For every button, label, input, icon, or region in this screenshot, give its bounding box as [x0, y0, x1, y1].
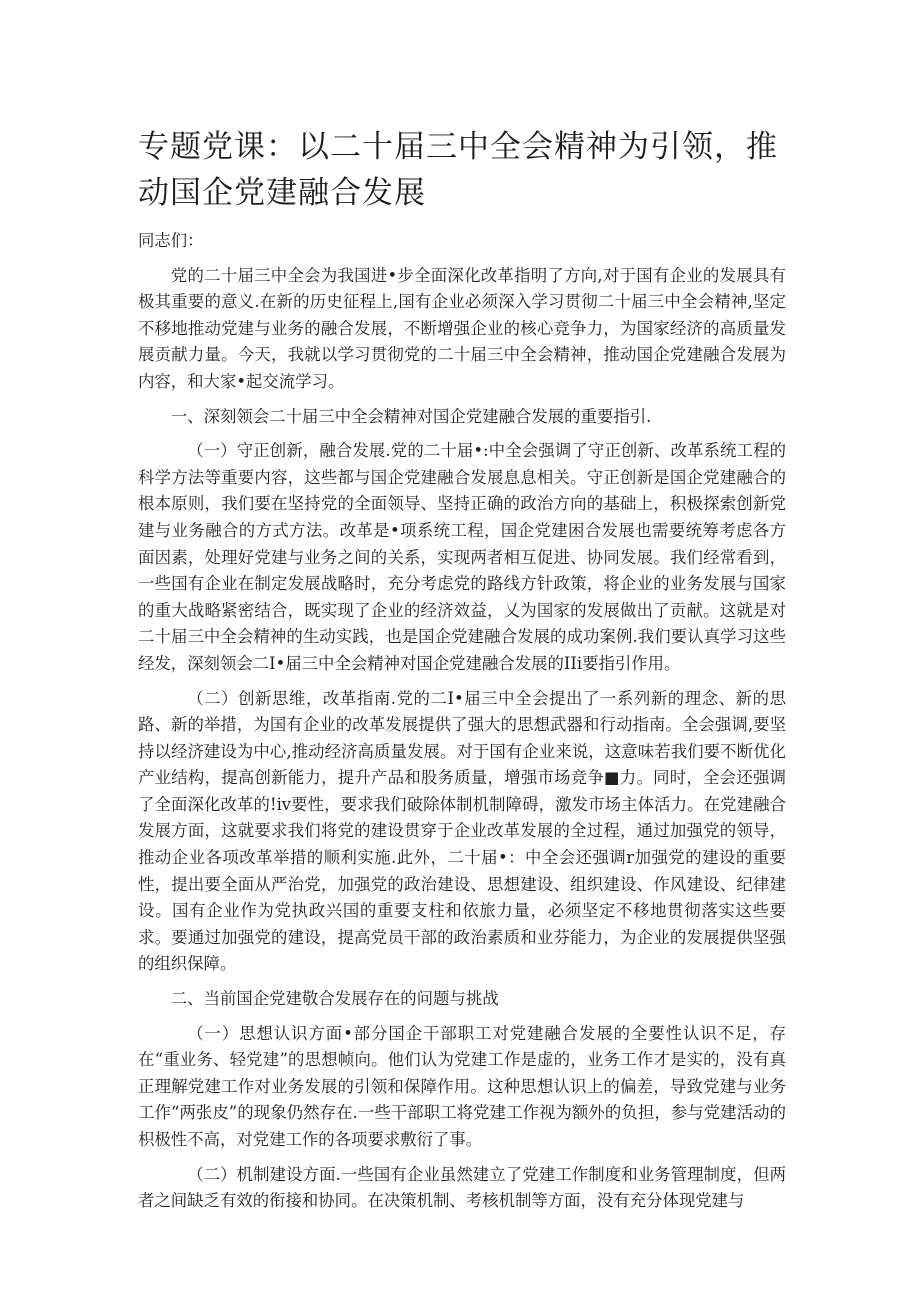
document-title: 专题党课：以二十届三中全会精神为引领，推动国企党建融合发展 — [138, 129, 778, 211]
section-2-paragraph-2: （二）机制建设方面.一些国有企业虽然建立了党建工作制度和业务管理制度，但两者之间缺乏有效的衔接和协同。在决策机制、考核机制等方面，没有充分体现党建与 — [138, 1164, 786, 1211]
section-1-paragraph-2: （二）创新思维，改革指南.党的二I•届三中全会提出了一系列新的理念、新的思路、新的举措，为国有企业的改革发展提供了强大的思想武器和行动指南。全会强调,要坚持以经济建设为中心,推动经济高质量发展。对于国有企业来说，这意味若我们要不断优化产业结构，提高创新能力，提升产品和股务质量，增强市场竞争■力。同时，全会还强调了全面深化改革的!iv要性，要求我们破除体制机制障碍，激发市场主体活力。在党建融合发展方面，这就要求我们将党的建设贯穿于企业改革发展的全过程，通过加强党的领导，推动企业各项改革举措的顺利实施.此外，二十届•：中全会还强调r加强党的建设的重要性，提出要全面从严治党，加强党的政治建设、思想建设、组织建设、作风建设、纪律建设。国有企业作为党执政兴国的重要支柱和依旅力量，必须坚定不移地贯彻落实这些要求。要通过加强党的建设，提高党员干部的政治素质和业芬能力，为企业的发展提供坚强的组织保障。 — [138, 688, 786, 974]
document-body — [138, 228, 786, 1223]
salutation: 同志们： — [138, 231, 204, 250]
section-2-paragraph-1: （一）思想认识方面•部分国企干部职工对党建融合发展的全要性认识不足，存在“重业务、轻党建”的思想帧向。他们认为党建工作是虚的，业务工作才是实的，没有真正理解党建工作对业务发展的引领和保障作用。这种思想认识上的偏差，导致党建与业务工作“两张皮”的现象仍然存在.一些干部职工将党建工作视为额外的负担，参与党建活动的枳极性不高，对党建工作的各项要求敷衍了事。 — [138, 1023, 786, 1149]
section-1-heading: 一、深刻领会二十届三中全会精神对国企党建融合发展的重要指引. — [170, 406, 652, 426]
section-2-heading: 二、当前国企党建敬合发展存在的问题与挑战 — [170, 989, 499, 1009]
intro-paragraph: 党的二十届三中全会为我国进•步全面深化改革指明了方向,对于国有企业的发展具有极其重要的意义.在新的历史征程上,国有企业必须深入学习贯彻二十届三中全会精神,坚定不移地推动党建与业务的融合发展，不断增强企业的核心竞争力，为国家经济的高质量发展贡献力量。今天，我就以学习贯彻党的二十届三中全会精神，推动国企党建融合发展为内容，和大家•起交流学习。 — [138, 265, 786, 391]
section-1-paragraph-1: （一）守正创新，融合发展.党的二十届•:中全会强调了守正创新、改革系统工程的科学方法等重要内容，这些都与国企党建融合发展息息相关。守正创新是国企党建融合的根本原则，我们要在坚持党的全面领导、坚持正确的政治方向的基础上，积极探索创新党建与业务融合的方式方法。改革是•项系统工程，国企党建困合发展也需要统筹考虑各方面因素，处理好党建与业务之间的关系，实现两者相互促进、协同发展。我们经常看到，一些国有企业在制定发展战略时，充分考虑党的路线方针政策，将企业的业务发展与国家的重大战略紧密结合，既实现了企业的经济效益，乂为国家的发展做出了贡献。这就是对二十届三中全会精神的生动实践，也是国企党建融合发展的成功案例.我们要认真学习这些经发，深刻领会二I•届三中全会精神对国企党建融合发展的IIi要指引作用。 — [138, 441, 786, 673]
